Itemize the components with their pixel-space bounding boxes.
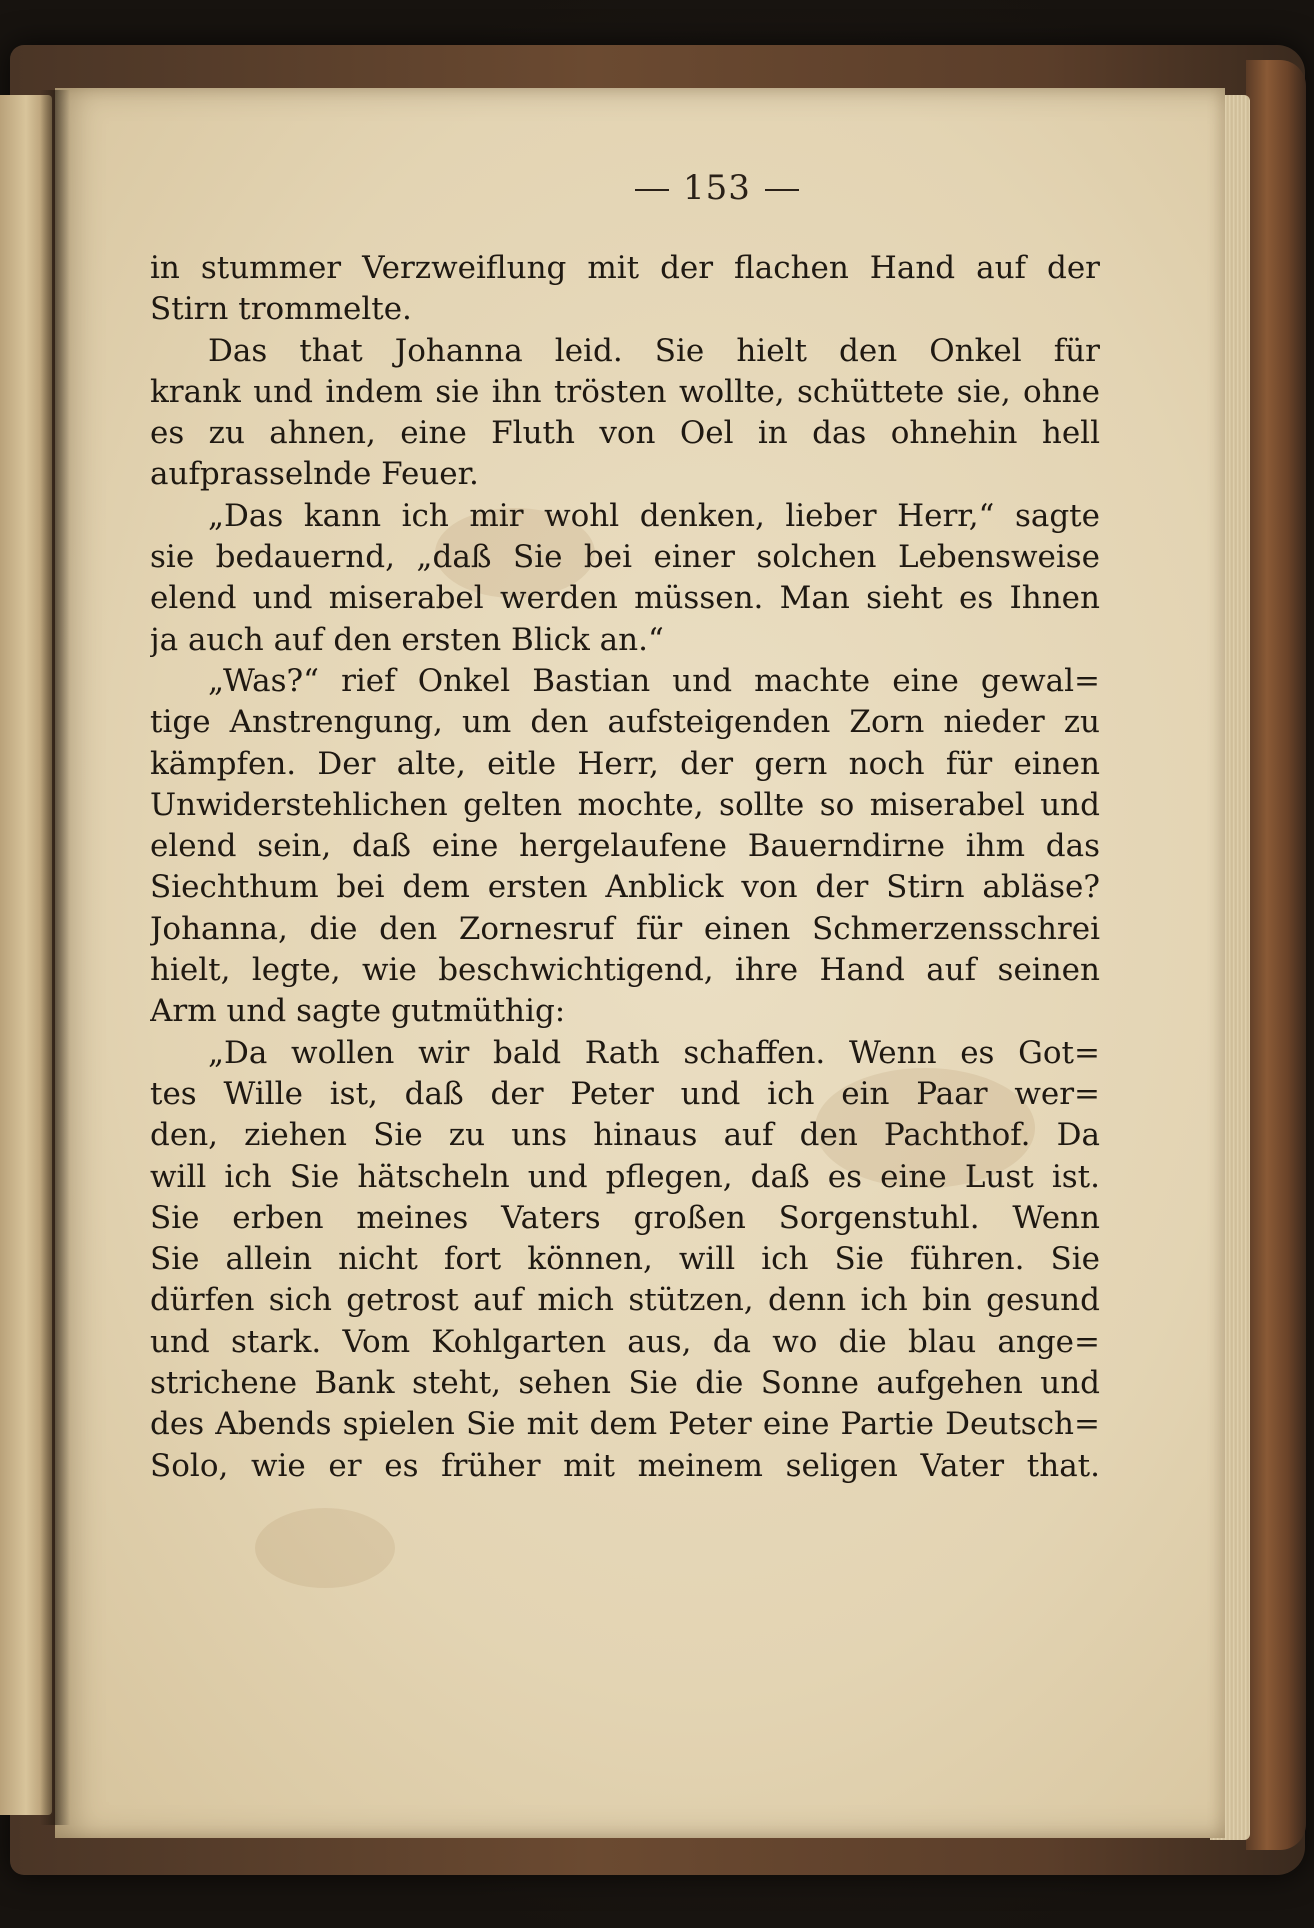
- text-line: dürfen sich getrost auf mich stützen, denn ich bin gesund: [150, 1282, 1100, 1319]
- dash-left: [635, 189, 669, 191]
- text-line: „Da wollen wir bald Rath schaffen. Wenn es Got=: [208, 1034, 1100, 1071]
- text-line: sie bedauernd, „daß Sie bei einer solchen Lebensweise: [150, 539, 1100, 576]
- cover-edge: [1246, 60, 1306, 1850]
- body-text: [150, 248, 1100, 1487]
- text-line: des Abends spielen Sie mit dem Peter eine Partie Deutsch=: [150, 1406, 1100, 1443]
- text-line: aufprasselnde Feuer.: [150, 456, 479, 493]
- text-line: krank und indem sie ihn trösten wollte, schüttete sie, ohne: [150, 373, 1100, 410]
- text-line: Solo, wie er es früher mit meinem seligen Vater that.: [150, 1447, 1100, 1484]
- text-line: elend sein, daß eine hergelaufene Bauerndirne ihm das: [150, 828, 1100, 865]
- text-line: kämpfen. Der alte, eitle Herr, der gern noch für einen: [150, 745, 1100, 782]
- text-line: es zu ahnen, eine Fluth von Oel in das ohnehin hell: [150, 415, 1100, 452]
- text-line: und stark. Vom Kohlgarten aus, da wo die blau ange=: [150, 1323, 1100, 1360]
- text-line: Arm und sagte gutmüthig:: [150, 993, 566, 1030]
- text-line: Siechthum bei dem ersten Anblick von der Stirn abläse?: [150, 869, 1100, 906]
- text-line: Das that Johanna leid. Sie hielt den Onkel für: [208, 332, 1100, 369]
- text-line: Sie allein nicht fort können, will ich Sie führen. Sie: [150, 1241, 1100, 1278]
- page-number: [0, 168, 1314, 208]
- text-line: in stummer Verzweiflung mit der flachen Hand auf der: [150, 250, 1100, 286]
- dash-right: [765, 189, 799, 191]
- text-line: tige Anstrengung, um den aufsteigenden Zorn nieder zu: [150, 704, 1100, 741]
- text-line: elend und miserabel werden müssen. Man sieht es Ihnen: [150, 580, 1100, 617]
- text-line: strichene Bank steht, sehen Sie die Sonne aufgehen und: [150, 1365, 1100, 1402]
- text-line: tes Wille ist, daß der Peter und ich ein Paar wer=: [150, 1075, 1100, 1112]
- text-line: „Was?“ rief Onkel Bastian und machte eine gewal=: [208, 662, 1100, 699]
- text-line: ja auch auf den ersten Blick an.“: [150, 621, 664, 658]
- page-number-text: 153: [683, 168, 751, 208]
- text-line: Unwiderstehlichen gelten mochte, sollte so miserabel und: [150, 786, 1100, 823]
- text-line: „Das kann ich mir wohl denken, lieber Herr,“ sagte: [208, 497, 1100, 534]
- text-line: Stirn trommelte.: [150, 291, 412, 328]
- text-line: Sie erben meines Vaters großen Sorgenstuhl. Wenn: [150, 1199, 1100, 1236]
- text-line: hielt, legte, wie beschwichtigend, ihre Hand auf seinen: [150, 952, 1100, 989]
- gutter-shadow: [40, 90, 70, 1825]
- text-line: will ich Sie hätscheln und pflegen, daß es eine Lust ist.: [150, 1158, 1100, 1195]
- text-line: Johanna, die den Zornesruf für einen Schmerzensschrei: [150, 910, 1100, 947]
- text-line: den, ziehen Sie zu uns hinaus auf den Pachthof. Da: [150, 1117, 1100, 1154]
- page-stain: [255, 1508, 395, 1588]
